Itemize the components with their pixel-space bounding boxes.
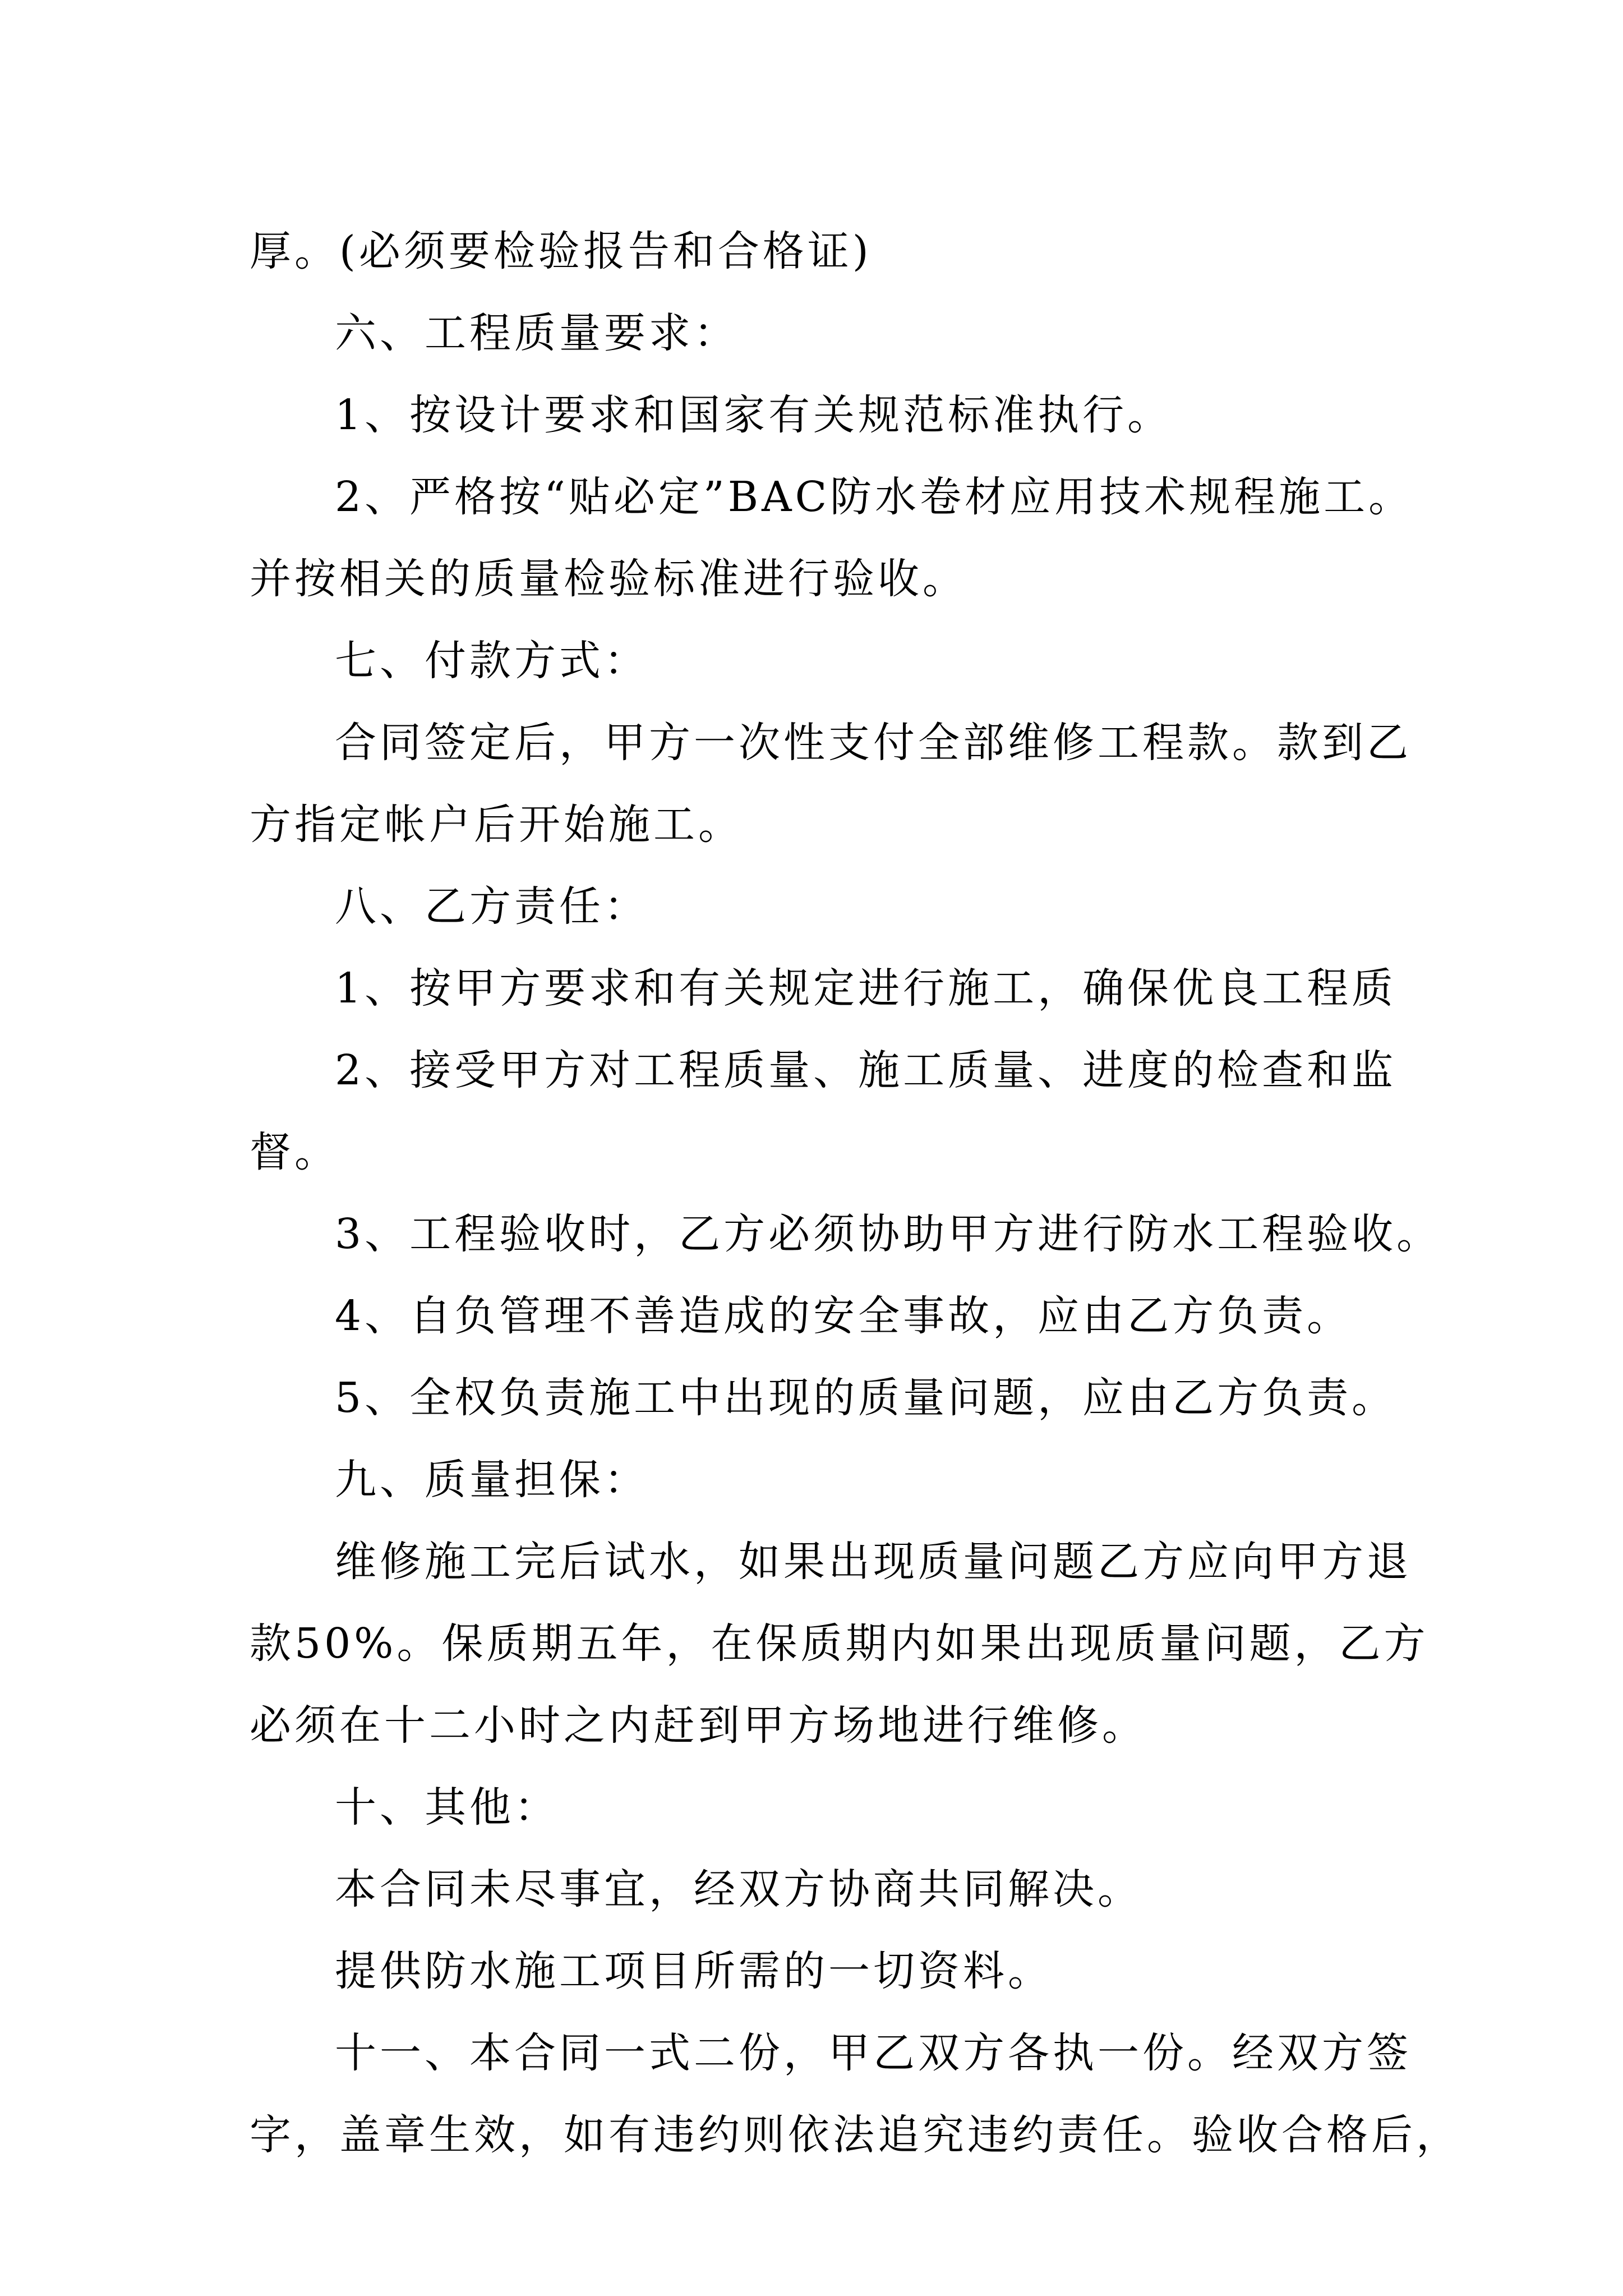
section-heading-quality: 六、工程质量要求： — [335, 309, 739, 357]
text-line: 1、按甲方要求和有关规定进行施工，确保优良工程质 — [335, 964, 1397, 1013]
text-line: 4、自负管理不善造成的安全事故，应由乙方负责。 — [335, 1292, 1352, 1340]
section-heading-payment: 七、付款方式： — [335, 637, 649, 685]
text-line: 1、按设计要求和国家有关规范标准执行。 — [335, 391, 1173, 439]
document-page — [250, 210, 1461, 2176]
text-line: 本合同未尽事宜，经双方协商共同解决。 — [335, 1865, 1142, 1913]
text-line: 合同签定后，甲方一次性支付全部维修工程款。款到乙 — [335, 719, 1412, 767]
text-line: 款50%。保质期五年，在保质期内如果出现质量问题，乙方 — [250, 1619, 1429, 1668]
text-line: 5、全权负责施工中出现的质量问题，应由乙方负责。 — [335, 1374, 1397, 1422]
text-line: 督。 — [250, 1128, 339, 1176]
text-line: 方指定帐户后开始施工。 — [250, 800, 743, 849]
text-line: 2、接受甲方对工程质量、施工质量、进度的检查和监 — [335, 1046, 1397, 1094]
text-line: 2、严格按“贴必定”BAC防水卷材应用技术规程施工。 — [335, 473, 1414, 521]
section-heading-other: 十、其他： — [335, 1783, 559, 1832]
text-line: 厚。(必须要检验报告和合格证) — [250, 227, 872, 275]
text-line: 十一、本合同一式二份，甲乙双方各执一份。经双方签 — [335, 2029, 1412, 2077]
text-line: 提供防水施工项目所需的一切资料。 — [335, 1947, 1053, 1995]
text-line: 并按相关的质量检验标准进行验收。 — [250, 555, 967, 603]
section-heading-guarantee: 九、质量担保： — [335, 1456, 649, 1504]
section-heading-responsibility: 八、乙方责任： — [335, 882, 649, 931]
text-line: 字，盖章生效，如有违约则依法追究违约责任。验收合格后， — [250, 2111, 1461, 2159]
text-line: 3、工程验收时，乙方必须协助甲方进行防水工程验收。 — [335, 1210, 1442, 1258]
text-line: 维修施工完后试水，如果出现质量问题乙方应向甲方退 — [335, 1538, 1412, 1586]
text-line: 必须在十二小时之内赶到甲方场地进行维修。 — [250, 1701, 1147, 1750]
